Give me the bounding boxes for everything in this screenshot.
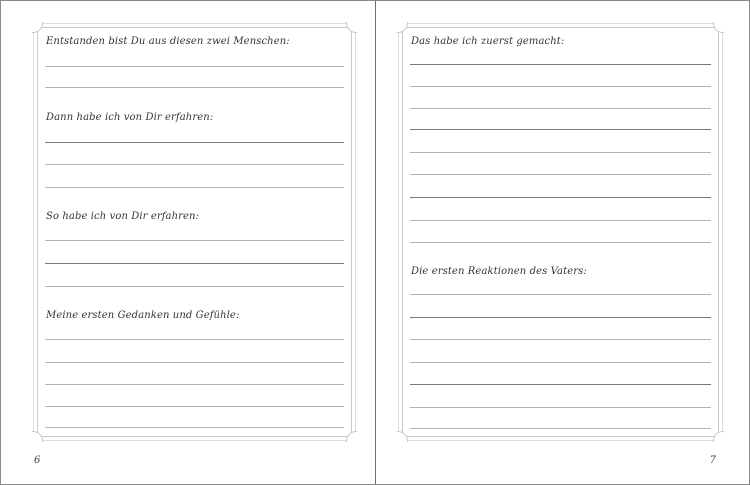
right-page: [376, 1, 749, 484]
writing-line[interactable]: [410, 174, 711, 175]
writing-line[interactable]: [45, 187, 344, 188]
writing-line[interactable]: [410, 362, 711, 363]
prompt-first-done: Das habe ich zuerst gemacht:: [411, 36, 565, 47]
writing-line[interactable]: [45, 142, 344, 143]
writing-line[interactable]: [410, 384, 711, 385]
writing-line[interactable]: [410, 152, 711, 153]
writing-line[interactable]: [45, 87, 344, 88]
prompt-parents: Entstanden bist Du aus diesen zwei Menschen:: [46, 36, 290, 47]
writing-line[interactable]: [410, 294, 711, 295]
writing-line[interactable]: [45, 339, 344, 340]
page-number: 6: [34, 455, 41, 466]
writing-line[interactable]: [45, 406, 344, 407]
writing-line[interactable]: [45, 240, 344, 241]
writing-line[interactable]: [410, 220, 711, 221]
writing-line[interactable]: [45, 384, 344, 385]
writing-line[interactable]: [45, 362, 344, 363]
writing-line[interactable]: [410, 428, 711, 429]
writing-line[interactable]: [45, 286, 344, 287]
writing-line[interactable]: [410, 317, 711, 318]
writing-line[interactable]: [410, 407, 711, 408]
page-number: 7: [709, 455, 716, 466]
writing-line[interactable]: [410, 129, 711, 130]
left-page: [1, 1, 376, 484]
prompt-father-reactions: Die ersten Reaktionen des Vaters:: [411, 266, 587, 277]
writing-line[interactable]: [410, 108, 711, 109]
left-page-frame: [37, 27, 352, 437]
writing-line[interactable]: [410, 242, 711, 243]
writing-line[interactable]: [410, 64, 711, 65]
writing-line[interactable]: [410, 339, 711, 340]
prompt-learned-about-you: Dann habe ich von Dir erfahren:: [46, 112, 214, 123]
writing-line[interactable]: [410, 86, 711, 87]
writing-line[interactable]: [45, 164, 344, 165]
writing-line[interactable]: [45, 263, 344, 264]
writing-line[interactable]: [410, 197, 711, 198]
writing-line[interactable]: [45, 427, 344, 428]
prompt-first-thoughts: Meine ersten Gedanken und Gefühle:: [46, 310, 240, 321]
writing-line[interactable]: [45, 66, 344, 67]
prompt-how-learned: So habe ich von Dir erfahren:: [46, 211, 200, 222]
right-page-frame: [402, 27, 719, 437]
